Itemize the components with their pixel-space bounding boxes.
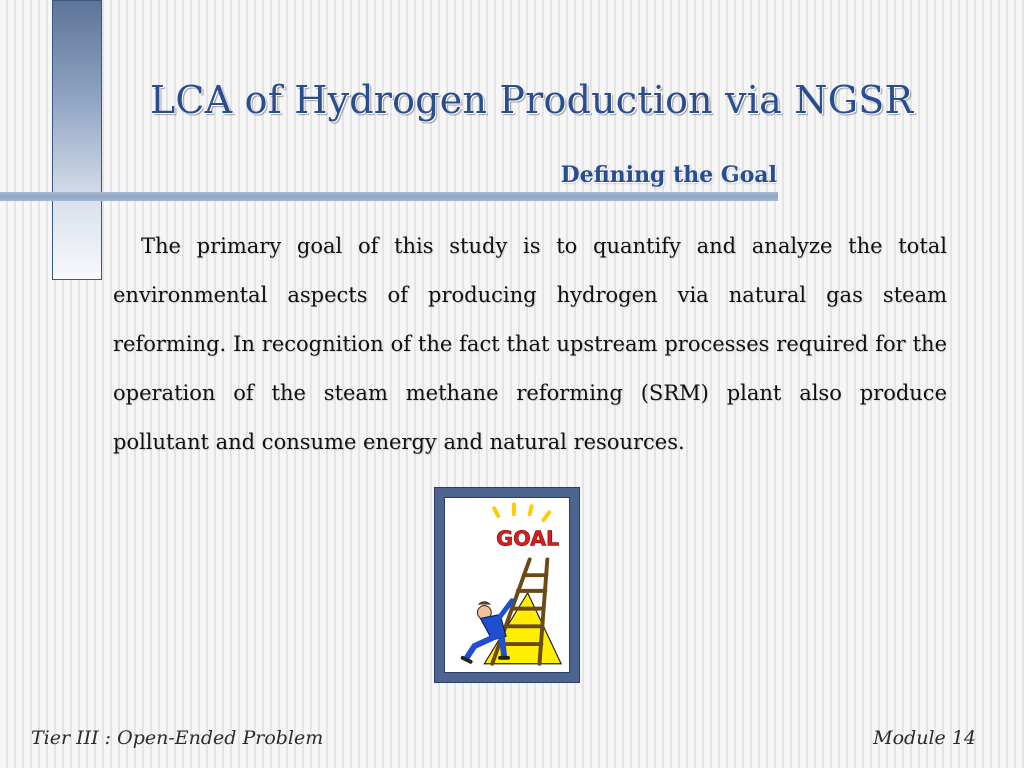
footer-module-number: Module 14	[873, 727, 976, 749]
footer-course-tier: Tier III : Open-Ended Problem	[31, 727, 324, 749]
goal-ladder-image	[444, 497, 570, 673]
title-divider	[0, 192, 778, 201]
climber-figure	[463, 601, 512, 662]
sparkle-rays	[494, 504, 549, 520]
goal-picture-frame	[434, 487, 580, 683]
slide-subtitle: Defining the Goal	[560, 162, 777, 188]
body-paragraph: The primary goal of this study is to quantify and analyze the total environmental aspects of producing hydrogen via natural gas steam reforming. In recognition of the fact that upstream processes required for the operation of the steam methane reforming (SRM) plant also produce pollutant and consume energy and natural resources.	[113, 234, 947, 454]
goal-text: GOAL	[496, 526, 560, 551]
goal-ladder-icon	[445, 498, 569, 672]
decorative-side-bar	[52, 0, 102, 280]
slide-title: LCA of Hydrogen Production via NGSR	[150, 78, 914, 122]
